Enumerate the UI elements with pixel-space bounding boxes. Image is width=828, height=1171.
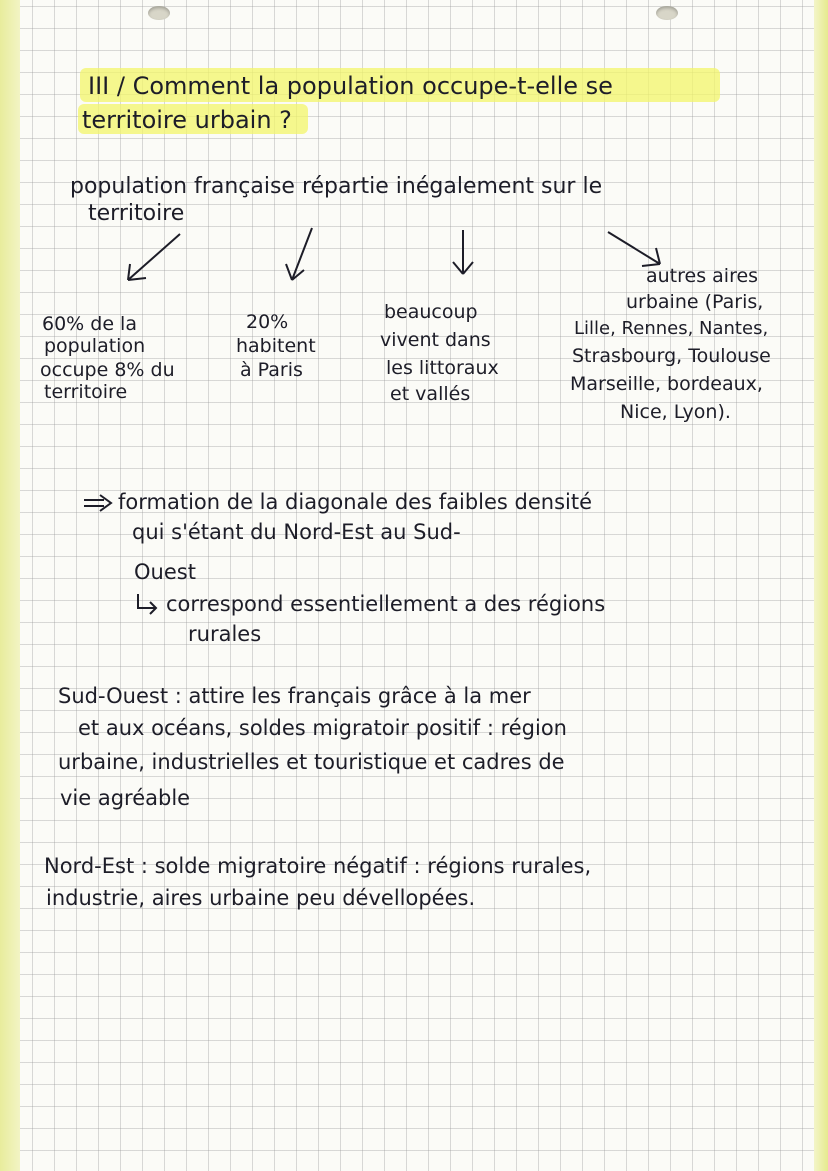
arrow-down-icon xyxy=(280,224,320,288)
col1-line1: 60% de la xyxy=(42,313,137,335)
section-title-line1: III / Comment la population occupe-t-elle se xyxy=(88,72,613,100)
sub-line1: correspond essentiellement a des régions xyxy=(166,592,606,616)
arrow-down-icon xyxy=(445,228,481,282)
arrow-down-left-icon xyxy=(118,228,188,288)
col2-line3: à Paris xyxy=(240,359,303,381)
col2-line2: habitent xyxy=(236,335,316,357)
southwest-line4: vie agréable xyxy=(60,786,191,810)
sub-line2: rurales xyxy=(188,622,262,646)
intro-line1: population française répartie inégalement sur le xyxy=(70,174,603,199)
implies-arrow-icon xyxy=(82,492,114,514)
col4-line6: Nice, Lyon). xyxy=(620,401,731,423)
col4-line1: autres aires xyxy=(646,265,759,287)
col1-line4: territoire xyxy=(44,381,128,403)
col3-line2: vivent dans xyxy=(380,329,491,351)
col1-line2: population xyxy=(44,335,146,357)
col4-line3: Lille, Rennes, Nantes, xyxy=(574,318,769,339)
conclusion-line3: Ouest xyxy=(134,560,196,584)
col4-line2: urbaine (Paris, xyxy=(626,291,764,313)
col2-line1: 20% xyxy=(246,311,289,333)
col4-line4: Strasbourg, Toulouse xyxy=(572,345,771,367)
col4-line5: Marseille, bordeaux, xyxy=(570,373,763,395)
northeast-line2: industrie, aires urbaine peu dévellopées. xyxy=(46,886,476,910)
col3-line1: beaucoup xyxy=(384,301,478,323)
binder-hole xyxy=(656,6,678,20)
southwest-line3: urbaine, industrielles et touristique et cadres de xyxy=(58,750,565,774)
northeast-line1: Nord-Est : solde migratoire négatif : régions rurales, xyxy=(44,854,592,878)
binder-hole xyxy=(148,6,170,20)
section-title-line2: territoire urbain ? xyxy=(82,106,292,134)
left-page-edge xyxy=(0,0,20,1171)
col3-line4: et vallés xyxy=(390,383,471,405)
southwest-line2: et aux océans, soldes migratoir positif : région xyxy=(78,716,567,740)
conclusion-line1: formation de la diagonale des faibles densité xyxy=(118,490,593,514)
conclusion-line2: qui s'étant du Nord-Est au Sud- xyxy=(132,520,461,544)
col1-line3: occupe 8% du xyxy=(40,359,175,381)
intro-line2: territoire xyxy=(88,201,185,226)
southwest-line1: Sud-Ouest : attire les français grâce à la mer xyxy=(58,684,531,708)
right-page-edge xyxy=(814,0,828,1171)
sub-arrow-icon xyxy=(134,592,160,616)
col3-line3: les littoraux xyxy=(386,357,499,379)
